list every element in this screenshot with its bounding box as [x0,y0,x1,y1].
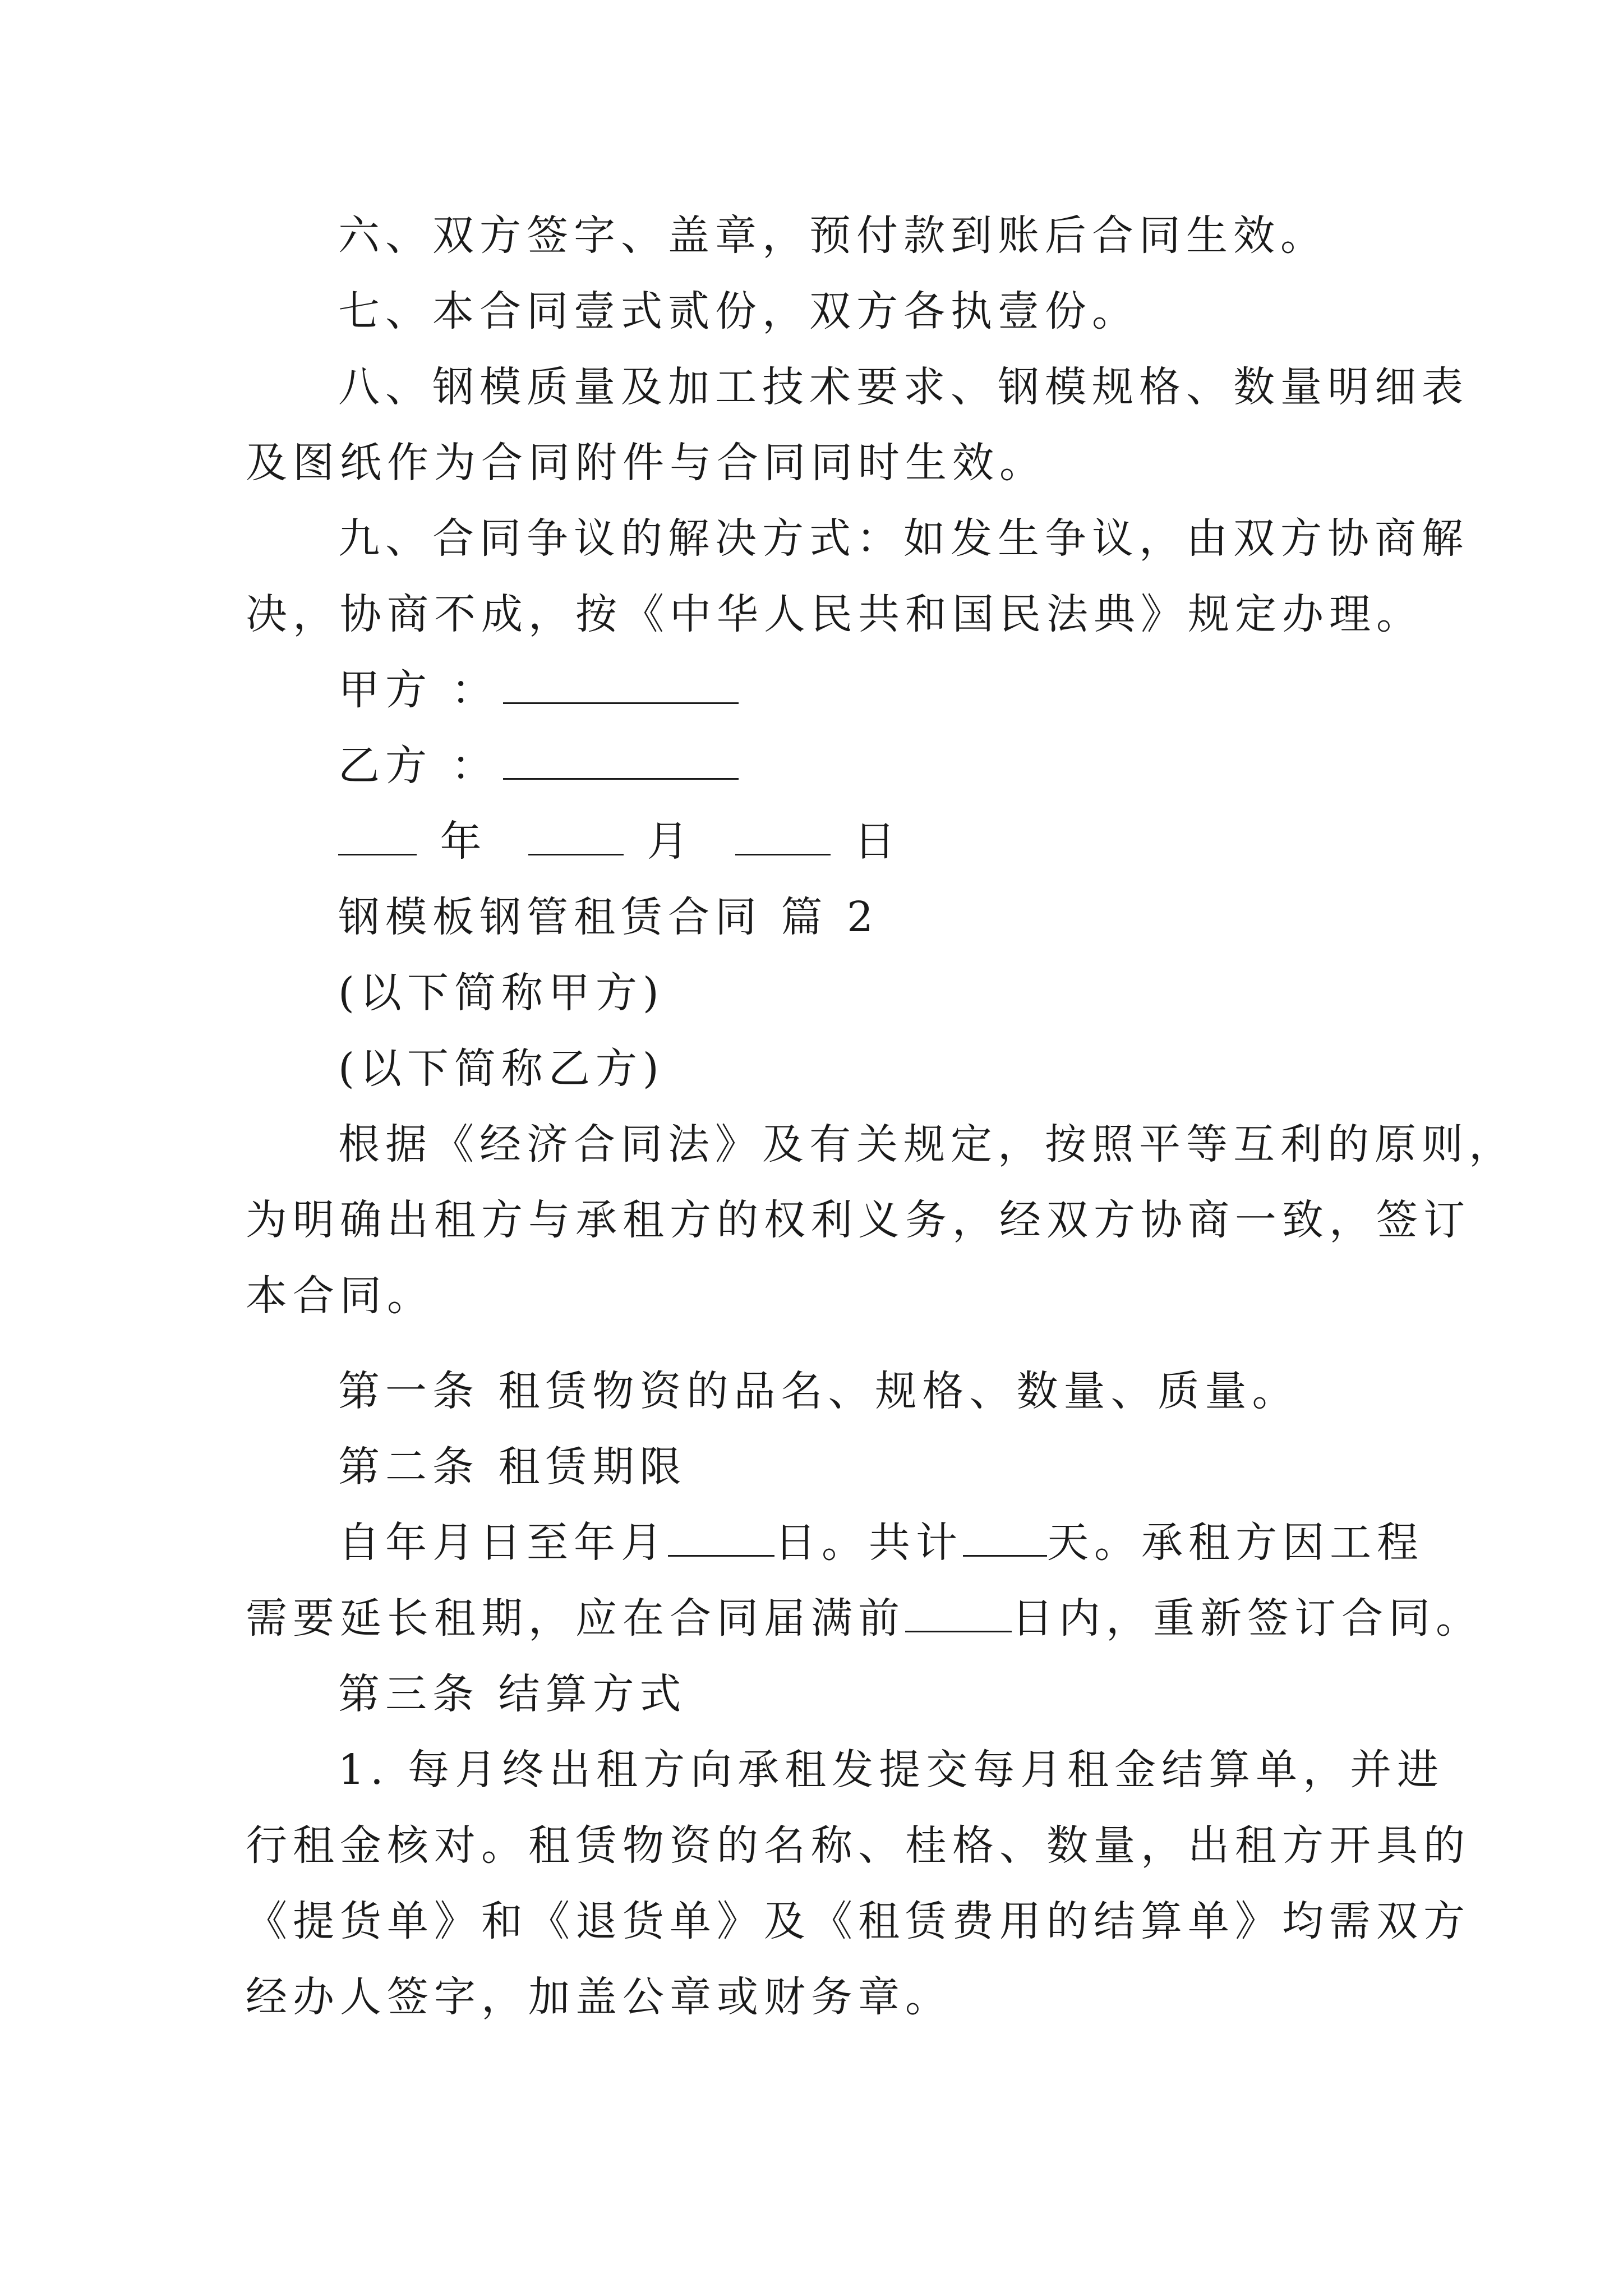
settlement-line-1: 1. 每月终出租方向承租发提交每月租金结算单，并进 [338,1746,1445,1794]
end-day-blank [668,1516,774,1557]
party-b-signature [338,738,743,794]
renewal-end-text: 日内，重新签订合同。 [1012,1594,1483,1642]
renewal-text: 需要延长租期，应在合同届满前 [246,1594,905,1642]
intro-line-1: 根据《经济合同法》及有关规定，按照平等互利的原则， [338,1120,1516,1168]
day-label: 日 [854,817,901,866]
day-blank [735,815,831,855]
article-2-heading: 第二条 租赁期限 [338,1443,687,1491]
intro-line-2: 为明确出租方与承租方的权利义务，经双方协商一致，签订 [246,1196,1470,1244]
clause-8-line-2: 及图纸作为合同附件与合同同时生效。 [246,439,1046,487]
clause-7: 七、本合同壹式贰份，双方各执壹份。 [338,287,1139,335]
date-line [338,813,901,869]
lease-period-start-text: 自年月日至年月 [338,1519,668,1567]
clause-6: 六、双方签字、盖章，预付款到账后合同生效。 [338,211,1327,260]
clause-9-line-2: 决，协商不成，按《中华人民共和国民法典》规定办理。 [246,590,1423,638]
month-blank [528,815,624,855]
total-days-blank [963,1516,1047,1557]
section-2-title: 钢模板钢管租赁合同 篇 2 [338,893,879,941]
year-blank [338,815,417,855]
party-b-label: 乙方 ： [338,742,499,790]
clause-9-line-1: 九、合同争议的解决方式：如发生争议，由双方协商解 [338,514,1469,563]
renewal-days-blank [905,1591,1012,1632]
intro-line-3: 本合同。 [246,1272,434,1320]
lease-total-text: 日。共计 [774,1519,963,1567]
lease-period-line-1 [338,1515,1424,1571]
article-3-heading: 第三条 结算方式 [338,1670,687,1718]
party-a-note: (以下简称甲方) [338,969,665,1017]
lease-period-line-2 [246,1590,1483,1646]
settlement-line-4: 经办人签字，加盖公章或财务章。 [246,1973,952,2021]
settlement-line-3: 《提货单》和《退货单》及《租赁费用的结算单》均需双方 [246,1897,1470,1945]
settlement-line-2: 行租金核对。租赁物资的名称、桂格、数量，出租方开具的 [246,1821,1470,1870]
clause-8-line-1: 八、钢模质量及加工技术要求、钢模规格、数量明细表 [338,363,1469,411]
lease-extension-text: 天。承租方因工程 [1047,1519,1424,1567]
month-label: 月 [647,817,694,866]
party-a-signature [338,662,743,718]
party-a-blank [503,663,739,704]
year-label: 年 [440,817,487,866]
article-1: 第一条 租赁物资的品名、规格、数量、质量。 [338,1367,1299,1415]
party-b-blank [503,739,739,780]
party-a-label: 甲方 ： [338,666,499,714]
party-b-note: (以下简称乙方) [338,1045,665,1093]
